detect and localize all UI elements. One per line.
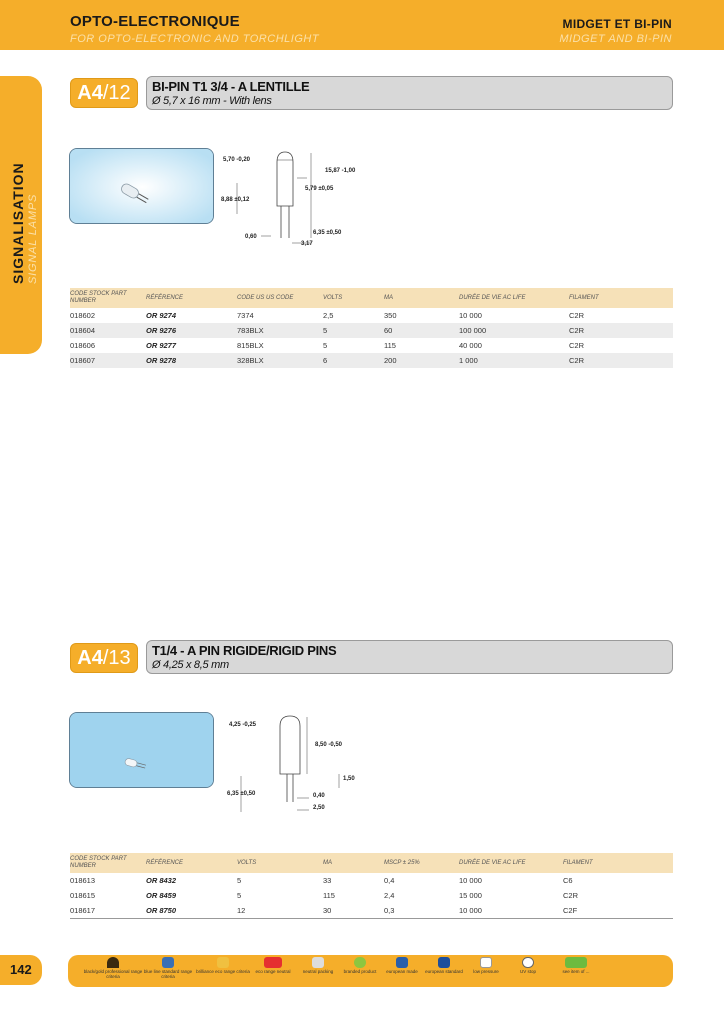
table-row (70, 338, 673, 353)
cell: 60 (384, 323, 459, 338)
cell: 0,3 (384, 903, 459, 918)
cell: 115 (323, 891, 335, 900)
see-item-icon (546, 957, 606, 974)
cell: 018617 (70, 903, 146, 918)
section-title: T1/4 - A PIN RIGIDE/RIGID PINS (152, 643, 337, 658)
table-row (70, 308, 673, 323)
col-header: MA (384, 288, 459, 308)
section-subtitle: Ø 4,25 x 8,5 mm (152, 659, 229, 671)
blue-line-icon (138, 957, 198, 979)
cell: OR 8750 (146, 903, 237, 918)
table-row (70, 353, 673, 368)
table-header-row (70, 853, 673, 873)
header-title: OPTO-ELECTRONIQUE (70, 13, 240, 30)
table-row (70, 873, 673, 888)
cell: 10 000 (459, 876, 482, 885)
dim-label: 8,50 -0,50 (315, 742, 343, 748)
section-subtitle: Ø 5,7 x 16 mm - With lens (152, 95, 272, 107)
cell: 15 000 (459, 891, 482, 900)
cell: C2R (569, 323, 673, 338)
cell: 783BLX (237, 323, 323, 338)
dim-label: 3,17 (301, 241, 313, 247)
cell: OR 8432 (146, 876, 177, 885)
cell: 1 000 (459, 353, 569, 368)
icon-label: european standard (425, 969, 463, 974)
page-number: 142 (10, 962, 32, 977)
side-tab-title: SIGNALISATION (10, 162, 26, 284)
col-header: FILAMENT (569, 288, 673, 308)
dim-label: 8,88 ±0,12 (221, 197, 250, 203)
page-number-tab (0, 955, 42, 985)
cell: 018602 (70, 311, 96, 320)
cell: 7374 (237, 311, 254, 320)
dim-label: 5,70 -0,20 (223, 157, 251, 163)
col-header: MA (323, 853, 384, 873)
section-badge-a4-12 (70, 78, 138, 108)
col-header: CODE STOCK PART NUMBER (70, 853, 146, 873)
cell: 2,5 (323, 311, 334, 320)
dim-label: 4,25 -0,25 (229, 722, 257, 728)
spec-table-a4-13 (70, 853, 673, 919)
cell: 12 (237, 903, 323, 918)
dim-label: 2,50 (313, 805, 325, 811)
header-right-title: MIDGET ET BI-PIN (562, 17, 672, 31)
side-tab (0, 76, 42, 354)
side-tab-subtitle: SIGNAL LAMPS (27, 193, 39, 284)
product-photo-bi-pin (69, 148, 214, 224)
cell: 328BLX (237, 353, 323, 368)
dim-label: 6,35 ±0,50 (313, 230, 342, 236)
cell: 815BLX (237, 341, 264, 350)
col-header: CODE US US CODE (237, 288, 323, 308)
badge-number: /12 (102, 81, 131, 104)
cell: 018604 (70, 323, 146, 338)
icon-label: see item of ... (562, 969, 590, 974)
cell: C2R (569, 311, 585, 320)
cell: OR 8459 (146, 891, 177, 900)
cell: 5 (323, 341, 328, 350)
icon-label: brilliance eco range criteria (196, 969, 250, 974)
section-title: BI-PIN T1 3/4 - A LENTILLE (152, 79, 310, 94)
col-header: RÉFÉRENCE (146, 288, 237, 308)
dim-label: 15,87 -1,00 (325, 168, 356, 174)
product-photo-rigid-pins (69, 712, 214, 788)
cell: 0,4 (384, 876, 395, 885)
dim-label: 0,40 (313, 793, 325, 799)
dim-label: 5,79 ±0,05 (305, 186, 334, 192)
cell: C2R (563, 891, 579, 900)
spec-table-a4-12 (70, 288, 673, 368)
dim-label: 6,35 ±0,50 (227, 791, 256, 797)
cell: C2F (563, 903, 673, 918)
cell: 40 000 (459, 341, 482, 350)
table-row (70, 888, 673, 903)
cell: 10 000 (459, 903, 563, 918)
icon-label: european made (386, 969, 418, 974)
cell: 200 (384, 353, 459, 368)
icon-label: black/gold professional range criteria (83, 969, 143, 979)
col-header: DURÉE DE VIE AC LIFE (459, 853, 563, 873)
cell: 115 (384, 341, 396, 350)
section-title-bar (146, 76, 673, 110)
cell: 33 (323, 876, 332, 885)
bulb-photo-icon (70, 149, 214, 224)
footer-legend-bar (68, 955, 673, 987)
cell: 018607 (70, 353, 146, 368)
icon-label: neutral packing (302, 969, 334, 974)
header-subtitle: FOR OPTO-ELECTRONIC AND TORCHLIGHT (70, 33, 320, 45)
cell: 10 000 (459, 311, 482, 320)
cell: 5 (237, 876, 242, 885)
icon-label: blue line standard range criteria (143, 969, 193, 979)
cell: 018615 (70, 891, 96, 900)
col-header: RÉFÉRENCE (146, 853, 237, 873)
col-header: DURÉE DE VIE AC LIFE (459, 288, 569, 308)
cell: C2R (569, 353, 673, 368)
cell: OR 9278 (146, 353, 237, 368)
technical-drawing-bi-pin (215, 148, 385, 248)
dim-label: 1,50 (343, 776, 355, 782)
cell: 018606 (70, 341, 96, 350)
badge-main: A4 (77, 646, 103, 669)
table-row (70, 903, 673, 918)
icon-label: low pressure (473, 969, 499, 974)
cell: OR 9276 (146, 323, 237, 338)
cell: 5 (323, 323, 384, 338)
badge-main: A4 (77, 81, 103, 104)
col-header: MSCP ± 25% (384, 853, 459, 873)
section-title-bar (146, 640, 673, 674)
col-header: VOLTS (237, 853, 323, 873)
icon-label: eco range neutral (255, 969, 291, 974)
table-row (70, 323, 673, 338)
cell: 018613 (70, 876, 96, 885)
cell: 100 000 (459, 323, 569, 338)
cell: 5 (237, 891, 242, 900)
col-header: CODE STOCK PART NUMBER (70, 288, 146, 308)
bulb-photo-icon (70, 713, 214, 788)
table-header-row (70, 288, 673, 308)
icon-label: UV stop (519, 969, 536, 974)
page-header (0, 0, 724, 50)
cell: 6 (323, 353, 384, 368)
black-gold-icon (83, 957, 143, 979)
cell: OR 9277 (146, 341, 177, 350)
technical-drawing-rigid-pins (225, 712, 375, 817)
header-right-subtitle: MIDGET AND BI-PIN (559, 33, 672, 45)
cell: 30 (323, 903, 384, 918)
cell: OR 9274 (146, 311, 177, 320)
cell: 2,4 (384, 891, 395, 900)
col-header: FILAMENT (563, 853, 673, 873)
cell: C2R (569, 341, 585, 350)
col-header: VOLTS (323, 288, 384, 308)
cell: C6 (563, 876, 573, 885)
icon-label: branded product (343, 969, 377, 974)
badge-number: /13 (102, 646, 131, 669)
section-badge-a4-13 (70, 643, 138, 673)
dim-label: 0,60 (245, 234, 257, 240)
cell: 350 (384, 311, 397, 320)
